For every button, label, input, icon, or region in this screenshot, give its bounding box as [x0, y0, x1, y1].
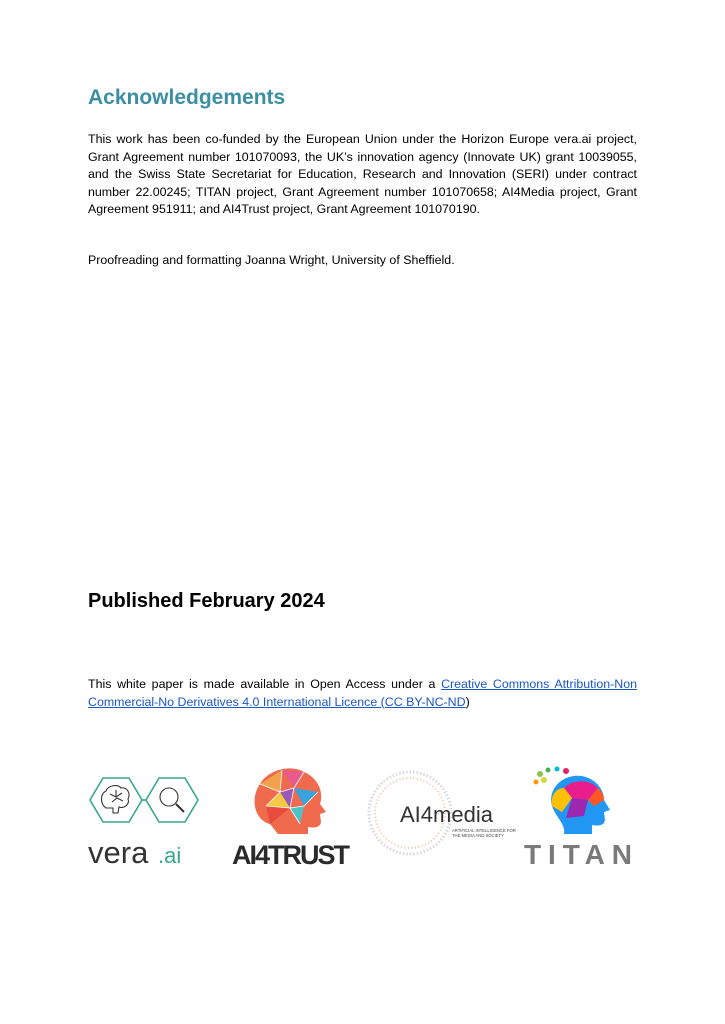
titan-wordmark: TITAN [524, 839, 632, 868]
license-statement [88, 676, 637, 711]
veraai-wordmark-vera: vera [88, 835, 149, 870]
proofreading-credit: Proofreading and formatting Joanna Wright, University of Sheffield. [88, 253, 455, 267]
ai4media-tagline-1: ARTIFICIAL INTELLIGENCE FOR [452, 828, 516, 833]
veraai-wordmark-ai: .ai [158, 843, 182, 868]
ai4media-wordmark: AI4media [400, 802, 493, 827]
license-prefix: This white paper is made available in Open Access under a [88, 677, 442, 691]
acknowledgements-heading: Acknowledgements [88, 86, 286, 109]
ai4trust-logo [230, 762, 352, 870]
published-date-heading: Published February 2024 [88, 590, 325, 612]
license-suffix: ) [465, 694, 470, 709]
ai4media-logo [362, 770, 522, 856]
titan-logo [522, 766, 634, 868]
ai4trust-wordmark: AI4TRUST [232, 840, 350, 870]
license-link[interactable]: Creative Commons Attribution-Non Commercial-No Derivatives 4.0 International Licence (CC BY-NC-ND [88, 677, 637, 709]
acknowledgements-body: This work has been co-funded by the European Union under the Horizon Europe vera.ai project, Grant Agreement number 101070093, the UK’s innovation agency (Innovate UK) grant 10039055, and the Swiss State Secretariat for Education, Research and Innovation (SERI) under contract number 22.00245; TITAN project, Grant Agreement number 101070658; AI4Media project, Grant Agreement 951911; and AI4Trust project, Grant Agreement 101070190. [88, 132, 637, 217]
veraai-logo [86, 770, 204, 870]
ai4media-tagline-2: THE MEDIA AND SOCIETY [452, 833, 504, 838]
